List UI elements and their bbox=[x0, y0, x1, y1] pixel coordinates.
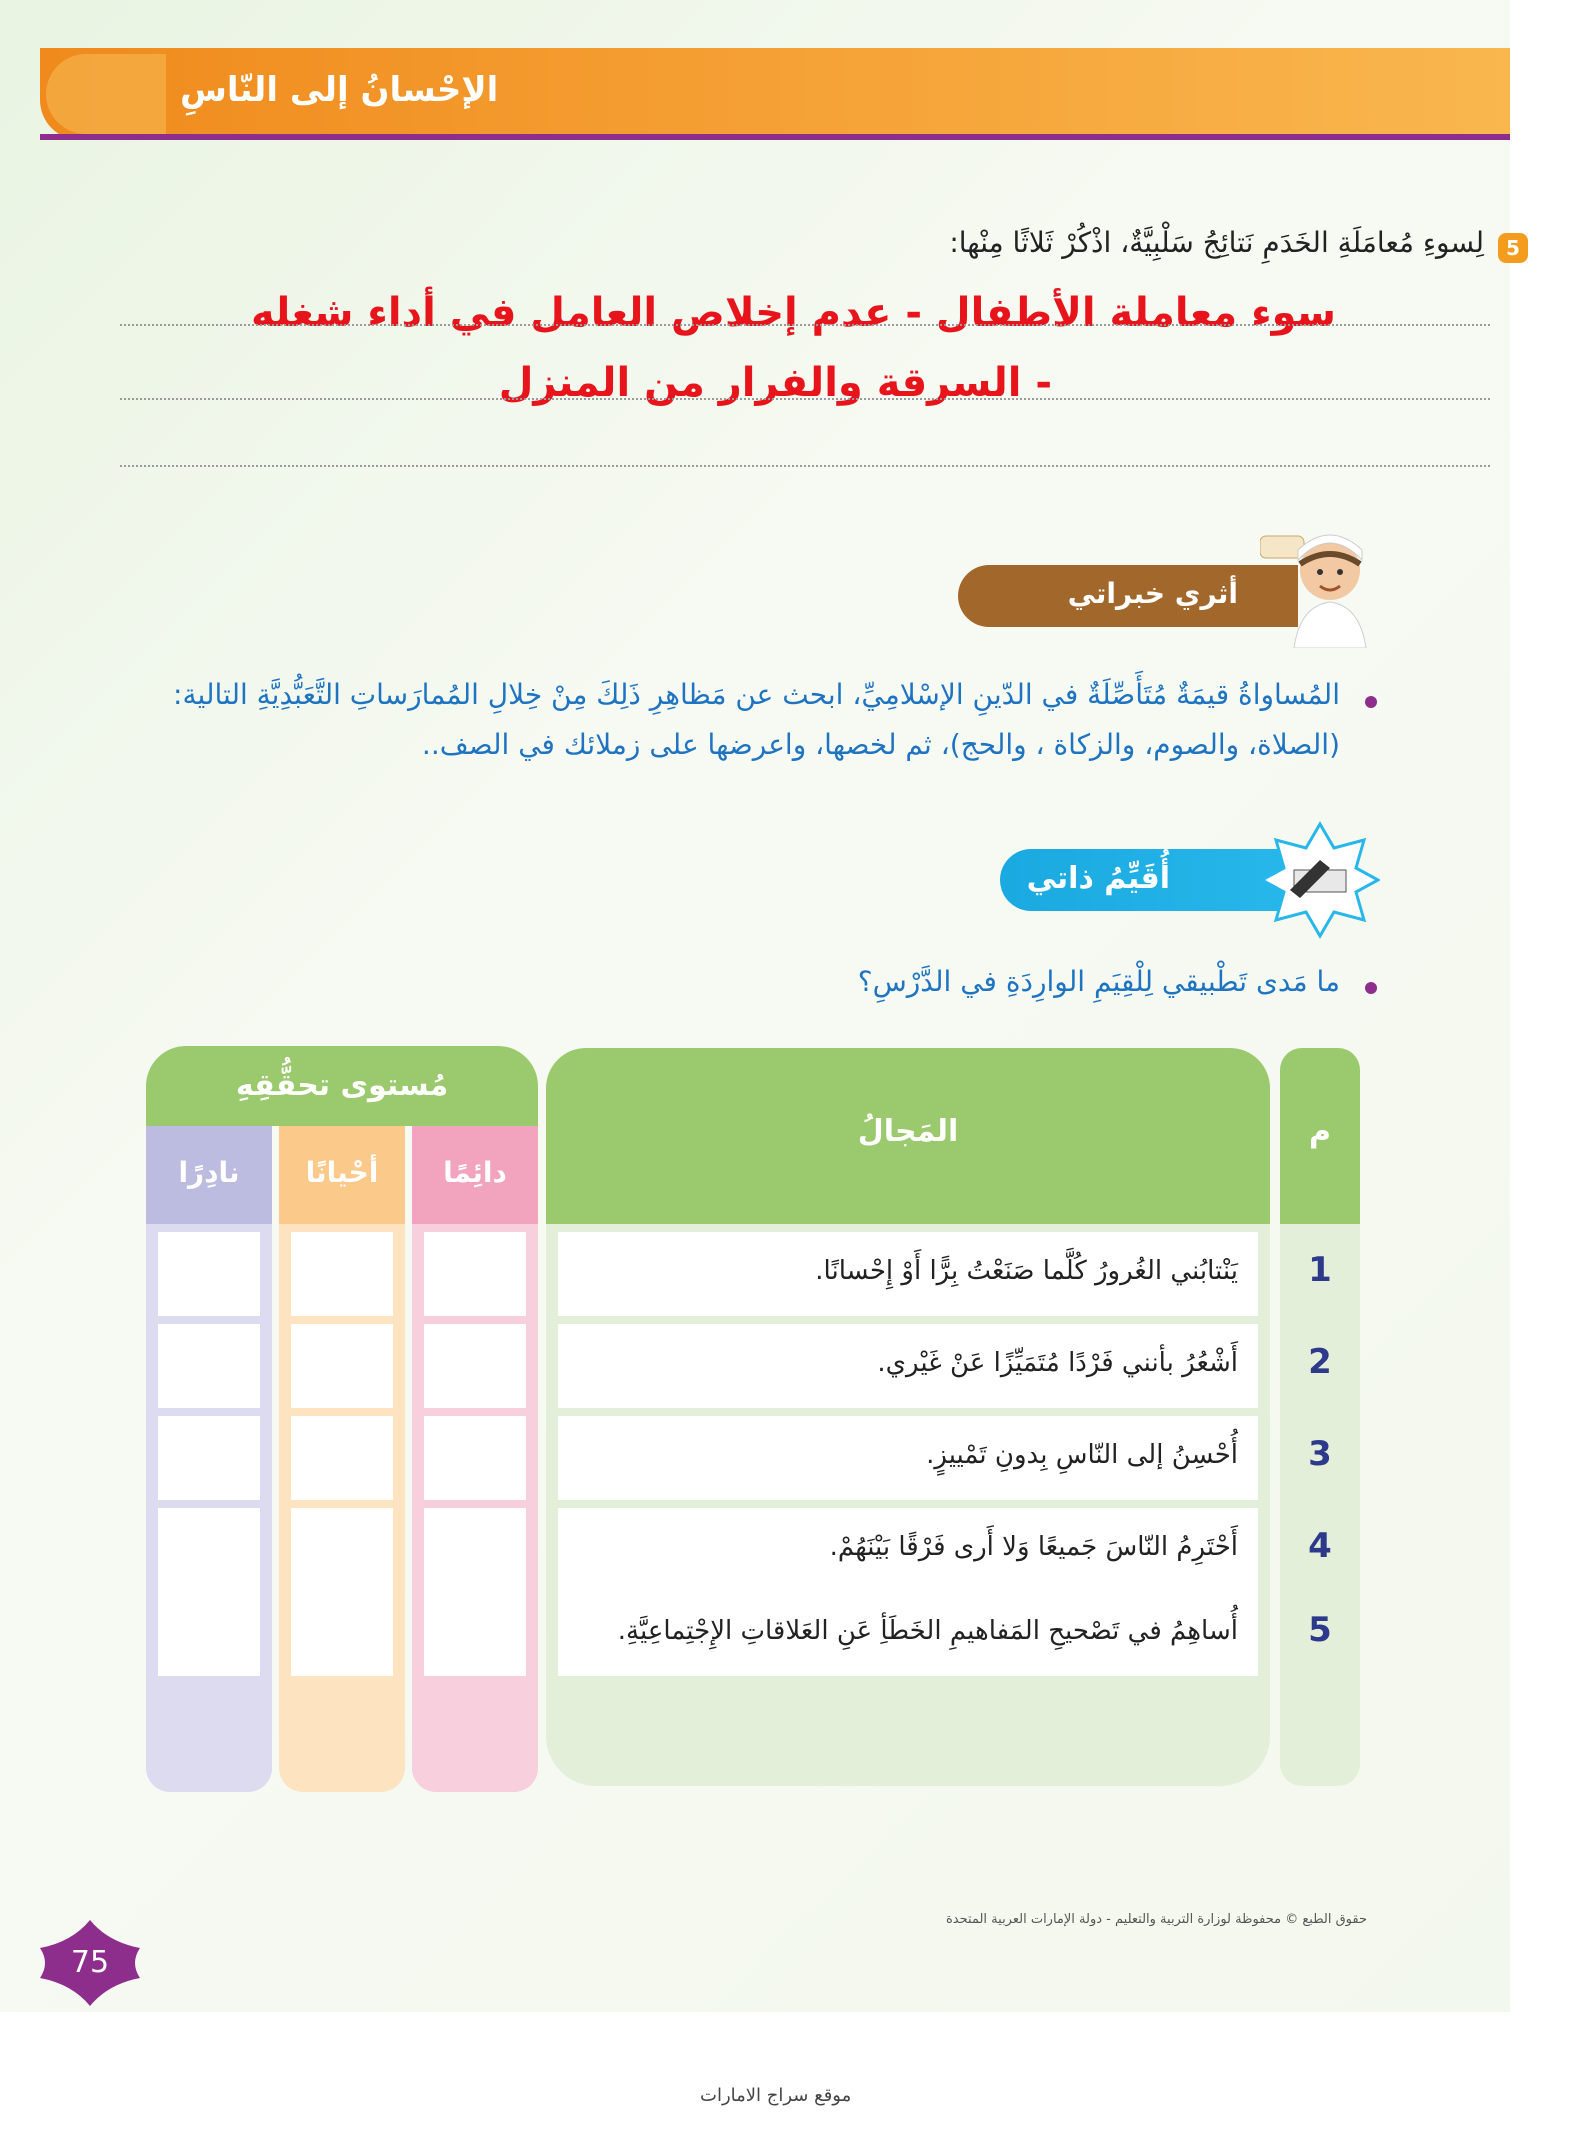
row-text: أَشْعُرُ بأنني فَرْدًا مُتَمَيِّزًا عَنْ غَيْري. bbox=[877, 1348, 1238, 1378]
row-number: 1 bbox=[1308, 1250, 1332, 1290]
header-ornament bbox=[46, 54, 166, 134]
level-header-sometimes bbox=[279, 1126, 405, 1224]
check-cell[interactable] bbox=[158, 1592, 260, 1676]
row-number: 2 bbox=[1308, 1342, 1332, 1382]
level-body bbox=[412, 1224, 538, 1792]
enrich-experiences-banner bbox=[958, 565, 1298, 627]
table-row bbox=[558, 1508, 1258, 1592]
self-evaluation-question: ما مَدى تَطْبيقي لِلْقِيَمِ الوارِدَةِ في الدَّرْسِ؟ bbox=[857, 965, 1340, 998]
number-column-header bbox=[1280, 1048, 1360, 1224]
level-column-sometimes bbox=[279, 1126, 405, 1792]
table-row bbox=[558, 1232, 1258, 1316]
copyright-note: حقوق الطبع © محفوظة لوزارة التربية والتعليم - دولة الإمارات العربية المتحدة bbox=[946, 1912, 1368, 1927]
check-cell[interactable] bbox=[291, 1508, 393, 1592]
check-cell[interactable] bbox=[291, 1232, 393, 1316]
check-cell[interactable] bbox=[158, 1324, 260, 1408]
level-header-always bbox=[412, 1126, 538, 1224]
level-label: نادِرًا bbox=[178, 1156, 240, 1189]
check-cell[interactable] bbox=[291, 1324, 393, 1408]
enrich-experiences-label: أثري خبراتي bbox=[1067, 577, 1238, 610]
lesson-title: الإحْسانُ إلى النّاسِ bbox=[180, 70, 499, 110]
level-column-always bbox=[412, 1126, 538, 1792]
answer-dotted-line-3 bbox=[120, 465, 1490, 467]
page-number: 75 bbox=[70, 1945, 110, 1980]
number-column-body bbox=[1280, 1224, 1360, 1786]
level-header-rarely bbox=[146, 1126, 272, 1224]
achievement-level-header bbox=[146, 1046, 538, 1126]
check-cell[interactable] bbox=[291, 1416, 393, 1500]
answer-dotted-line-2 bbox=[120, 398, 1490, 400]
check-cell[interactable] bbox=[291, 1592, 393, 1676]
check-cell[interactable] bbox=[158, 1232, 260, 1316]
table-row bbox=[558, 1592, 1258, 1676]
site-name: موقع سراج الامارات bbox=[700, 2085, 852, 2106]
level-body bbox=[279, 1224, 405, 1792]
answer-line-2: - السرقة والفرار من المنزل bbox=[498, 360, 1052, 406]
check-cell[interactable] bbox=[158, 1416, 260, 1500]
check-cell[interactable] bbox=[424, 1232, 526, 1316]
pencil-paper-icon bbox=[1260, 820, 1380, 940]
self-evaluation-banner bbox=[1000, 849, 1290, 911]
row-number: 4 bbox=[1308, 1526, 1332, 1566]
check-cell[interactable] bbox=[424, 1592, 526, 1676]
row-text: أَحْتَرِمُ النّاسَ جَميعًا وَلا أَرى فَرْقًا بَيْنَهُمْ. bbox=[829, 1532, 1238, 1562]
check-cell[interactable] bbox=[424, 1416, 526, 1500]
row-text: أُحْسِنُ إلى النّاسِ بِدونِ تَمْييزٍ. bbox=[926, 1440, 1238, 1470]
row-text: يَنْتابُني الغُرورُ كُلَّما صَنَعْتُ بِرًّا أَوْ إِحْسانًا. bbox=[815, 1256, 1238, 1286]
table-row bbox=[558, 1416, 1258, 1500]
enrich-text-line-1: المُساواةُ قيمَةٌ مُتَأَصِّلَةٌ في الدّينِ الإسْلامِيِّ، ابحث عن مَظاهِرِ ذَلِكَ مِنْ خِلالِ المُمارَساتِ التَّعَبُّدِيَّةِ التالية: bbox=[173, 678, 1340, 711]
check-cell[interactable] bbox=[424, 1508, 526, 1592]
row-number: 5 bbox=[1308, 1610, 1332, 1650]
check-cell[interactable] bbox=[424, 1324, 526, 1408]
student-character-icon bbox=[1260, 520, 1380, 648]
question-5-text: لِسوءِ مُعامَلَةِ الخَدَمِ نَتائِجُ سَلْبِيَّةٌ، اذْكُرْ ثَلاثًا مِنْها: bbox=[949, 226, 1484, 259]
level-column-rarely bbox=[146, 1126, 272, 1792]
self-evaluation-label: أُقَيِّمُ ذاتي bbox=[1026, 861, 1170, 896]
table-number-column bbox=[1280, 1048, 1360, 2148]
answer-dotted-line-1 bbox=[120, 324, 1490, 326]
field-column-header-label: المَجالُ bbox=[857, 1114, 959, 1149]
header-underline bbox=[40, 134, 1510, 140]
enrich-text-line-2: (الصلاة، والصوم، والزكاة ، والحج)، ثم لخصها، واعرضها على زملائك في الصف.. bbox=[421, 728, 1340, 761]
level-label: دائِمًا bbox=[443, 1156, 507, 1189]
table-field-column bbox=[546, 1048, 1270, 2148]
achievement-level-label: مُستوى تحقُّقِهِ bbox=[235, 1068, 449, 1103]
number-column-header-label: م bbox=[1309, 1114, 1331, 1149]
row-text: أُساهِمُ في تَصْحيحِ المَفاهيمِ الخَطَأِ عَنِ العَلاقاتِ الإِجْتِماعِيَّةِ. bbox=[617, 1616, 1238, 1646]
bullet-icon bbox=[1365, 982, 1377, 994]
table-row bbox=[558, 1324, 1258, 1408]
answer-line-1: سوء معاملة الأطفال - عدم إخلاص العامل في أداء شغله bbox=[250, 290, 1336, 336]
question-number-badge: 5 bbox=[1498, 233, 1528, 263]
row-number: 3 bbox=[1308, 1434, 1332, 1474]
level-label: أحْيانًا bbox=[305, 1156, 379, 1189]
lesson-header bbox=[40, 40, 1510, 140]
field-column-body bbox=[546, 1224, 1270, 1786]
field-column-header bbox=[546, 1048, 1270, 1224]
check-cell[interactable] bbox=[158, 1508, 260, 1592]
level-body bbox=[146, 1224, 272, 1792]
bullet-icon bbox=[1365, 696, 1377, 708]
